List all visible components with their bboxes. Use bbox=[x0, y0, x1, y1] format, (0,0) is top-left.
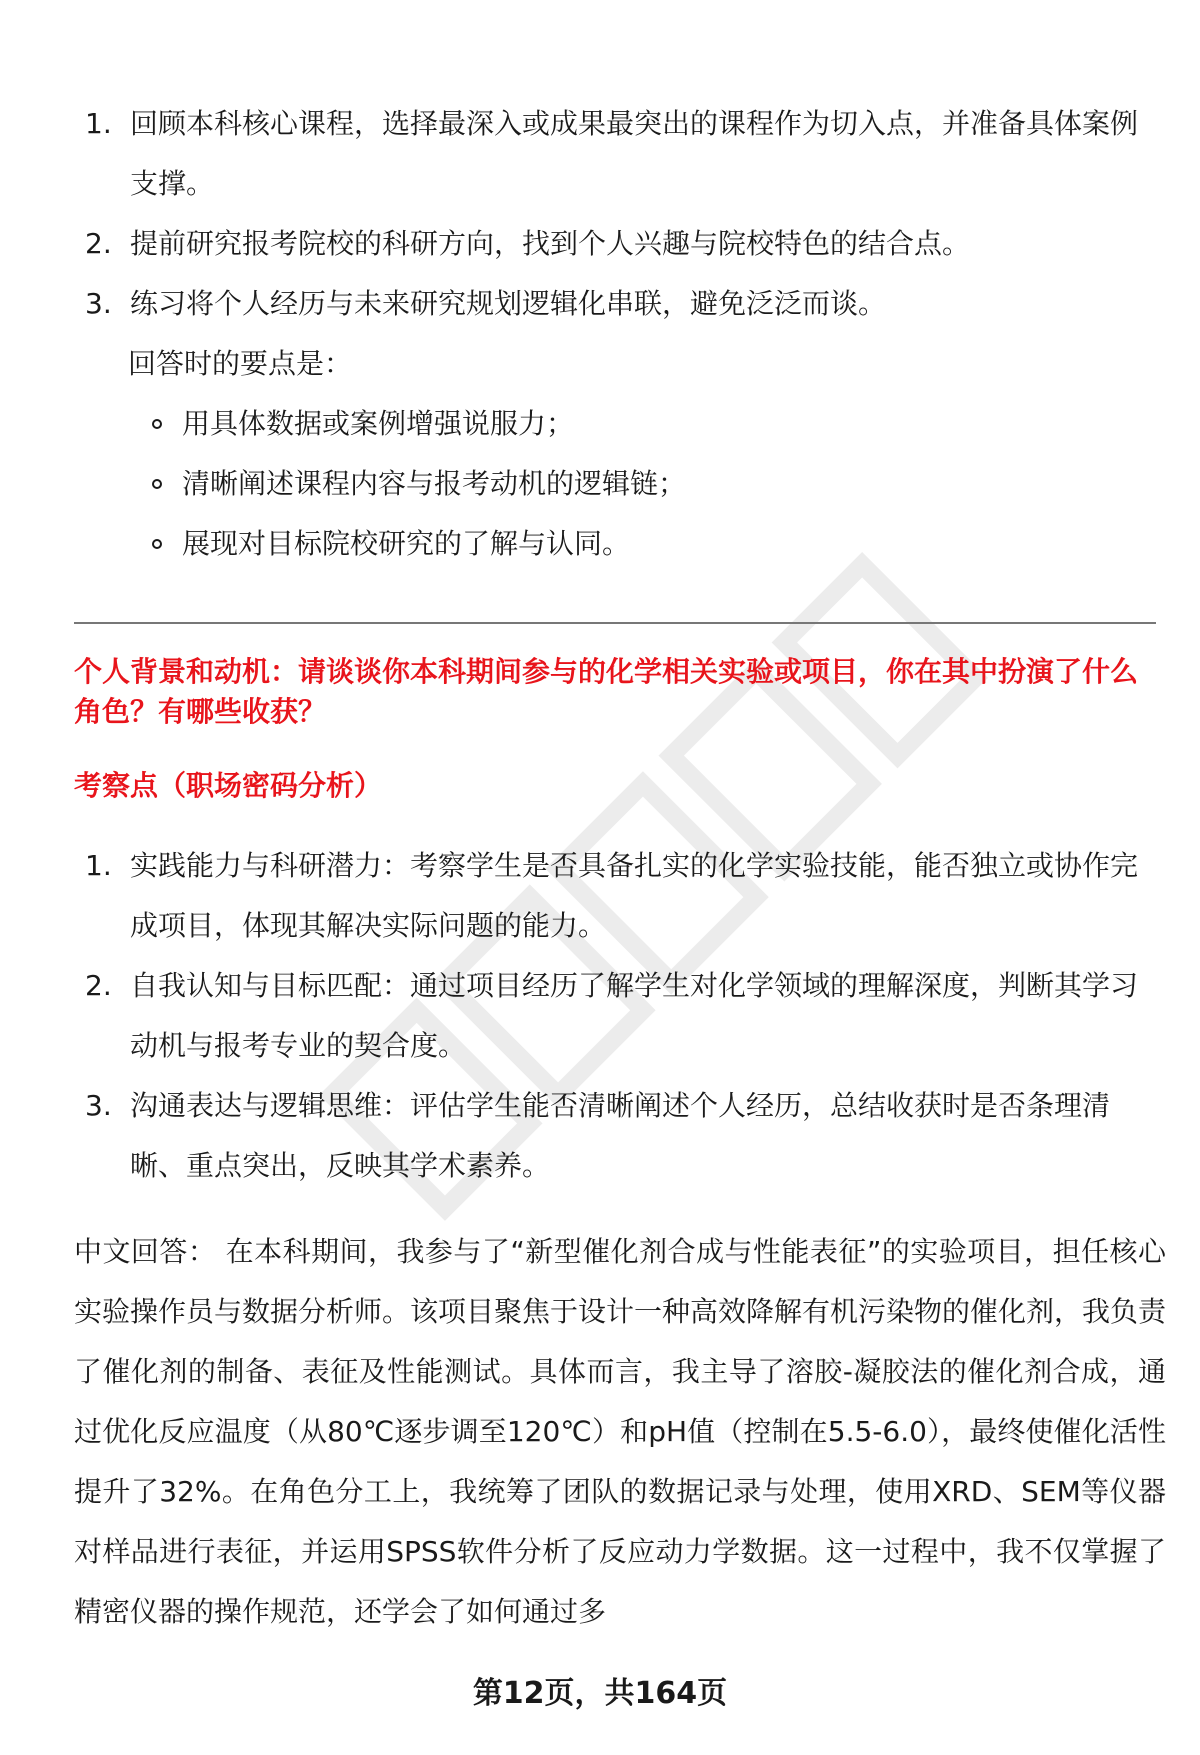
list-item bbox=[80, 94, 1160, 214]
list-item-text: 自我认知与目标匹配：通过项目经历了解学生对化学领域的理解深度，判断其学习动机与报考专业的契合度。 bbox=[130, 969, 1139, 1062]
answer-paragraph: 中文回答： 在本科期间，我参与了“新型催化剂合成与性能表征”的实验项目，担任核心实验操作员与数据分析师。该项目聚焦于设计一种高效降解有机污染物的催化剂，我负责了催化剂的制备、表征及性能测试。具体而言，我主导了溶胶-凝胶法的催化剂合成，通过优化反应温度（从80℃逐步调至120℃）和pH值（控制在5.5-6.0），最终使催化活性提升了32%。在角色分工上，我统筹了团队的数据记录与处理，使用XRD、SEM等仪器对样品进行表征，并运用SPSS软件分析了反应动力学数据。这一过程中，我不仅掌握了精密仪器的操作规范，还学会了如何通过多 bbox=[74, 1235, 1167, 1628]
bullet-circle-icon bbox=[152, 539, 162, 549]
page-number: 第12页，共164页 bbox=[472, 1676, 728, 1711]
bullet-item bbox=[150, 454, 686, 514]
preparation-list bbox=[80, 94, 1160, 334]
list-number: 3. bbox=[85, 1089, 112, 1122]
list-item bbox=[80, 1076, 1160, 1196]
bullet-text: 用具体数据或案例增强说服力； bbox=[182, 407, 575, 440]
list-item bbox=[80, 214, 1160, 274]
list-number: 2. bbox=[85, 227, 112, 260]
list-number: 2. bbox=[85, 969, 112, 1002]
assessment-points-list bbox=[80, 836, 1160, 1196]
list-item-text: 沟通表达与逻辑思维：评估学生能否清晰阐述个人经历，总结收获时是否条理清晰、重点突出，反映其学术素养。 bbox=[130, 1089, 1111, 1182]
tips-intro: 回答时的要点是： bbox=[128, 347, 353, 380]
bullet-circle-icon bbox=[152, 479, 162, 489]
list-item bbox=[80, 836, 1160, 956]
list-item-text: 回顾本科核心课程，选择最深入或成果最突出的课程作为切入点，并准备具体案例支撑。 bbox=[130, 107, 1139, 200]
list-item-text: 实践能力与科研潜力：考察学生是否具备扎实的化学实验技能，能否独立或协作完成项目，体现其解决实际问题的能力。 bbox=[130, 849, 1139, 942]
bullet-item bbox=[150, 514, 686, 574]
list-number: 1. bbox=[85, 107, 112, 140]
list-number: 3. bbox=[85, 287, 112, 320]
list-item-text: 练习将个人经历与未来研究规划逻辑化串联，避免泛泛而谈。 bbox=[130, 287, 887, 320]
bullet-item bbox=[150, 394, 686, 454]
list-item-text: 提前研究报考院校的科研方向，找到个人兴趣与院校特色的结合点。 bbox=[130, 227, 971, 260]
bullet-text: 清晰阐述课程内容与报考动机的逻辑链； bbox=[182, 467, 687, 500]
bullet-text: 展现对目标院校研究的了解与认同。 bbox=[182, 527, 631, 560]
tips-list bbox=[150, 394, 686, 574]
focus-heading: 考察点（职场密码分析） bbox=[74, 769, 383, 802]
bullet-circle-icon bbox=[152, 419, 162, 429]
list-item bbox=[80, 274, 1160, 334]
section-divider bbox=[74, 622, 1156, 624]
list-number: 1. bbox=[85, 849, 112, 882]
question-heading: 个人背景和动机：请谈谈你本科期间参与的化学相关实验或项目，你在其中扮演了什么角色？有哪些收获？ bbox=[74, 655, 1139, 728]
list-item bbox=[80, 956, 1160, 1076]
